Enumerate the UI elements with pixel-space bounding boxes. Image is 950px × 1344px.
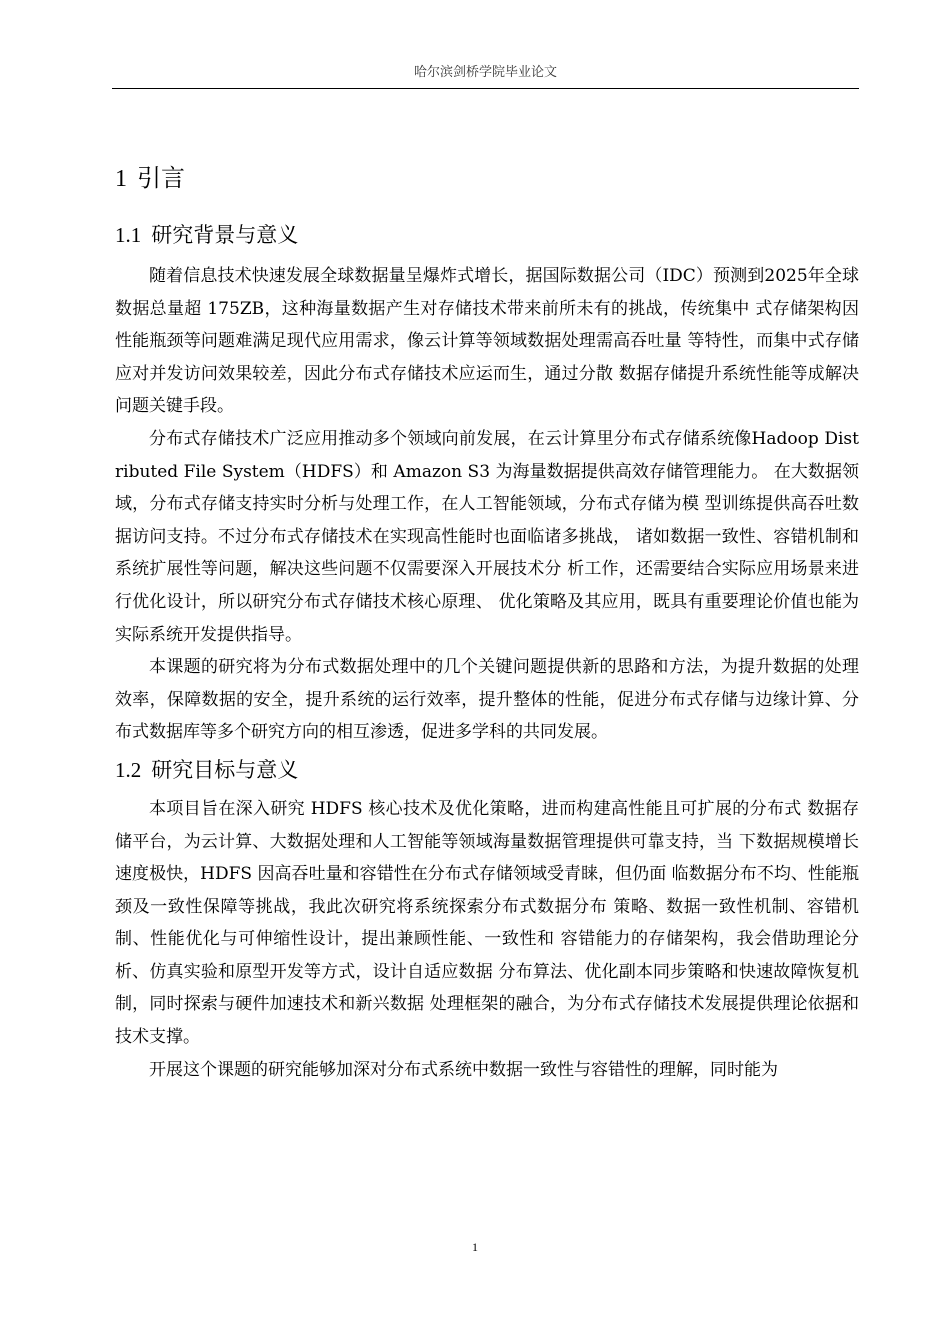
paragraph: 本课题的研究将为分布式数据处理中的几个关键问题提供新的思路和方法，为提升数据的处理效率，保障数据的安全，提升系统的运行效率，提升整体的性能，促进分布式存储与边缘计算、分布式数据库等多个研究方向的相互渗透，促进多学科的共同发展。 <box>115 657 859 743</box>
chapter-number: 1 <box>115 166 127 192</box>
section-number: 1.1 <box>115 223 142 247</box>
section-heading-1-2 <box>115 753 859 787</box>
page-number: 1 <box>472 1240 478 1254</box>
header-rule <box>112 88 859 89</box>
paragraph: 开展这个课题的研究能够加深对分布式系统中数据一致性与容错性的理解，同时能为 <box>149 1059 778 1080</box>
section-title: 研究目标与意义 <box>151 757 299 782</box>
page-content <box>115 160 859 1086</box>
chapter-title: 引言 <box>137 164 185 192</box>
section-heading-1-1 <box>115 218 859 252</box>
section-number: 1.2 <box>115 757 142 782</box>
paragraph: 随着信息技术快速发展全球数据量呈爆炸式增长，据国际数据公司（IDC）预测到2025年全球数据总量超 175ZB，这种海量数据产生对存储技术带来前所未有的挑战，传统集中 式存储架构因性能瓶颈等问题难满足现代应用需求，像云计算等领域数据处理需高吞吐量 等特性，而集中式存储应对并发访问效果较差，因此分布式存储技术应运而生，通过分散 数据存储提升系统性能等成解决问题关键手段。 <box>115 266 859 417</box>
section-title: 研究背景与意义 <box>151 223 299 247</box>
chapter-heading <box>115 160 859 196</box>
paragraph: 本项目旨在深入研究 HDFS 核心技术及优化策略，进而构建高性能且可扩展的分布式 数据存储平台，为云计算、大数据处理和人工智能等领域海量数据管理提供可靠支持，当 下数据规模增长速度极快，HDFS 因高吞吐量和容错性在分布式存储领域受青睐，但仍面 临数据分布不均、性能瓶颈及一致性保障等挑战，我此次研究将系统探索分布式数据分布 策略、数据一致性机制、容错机制、性能优化与可伸缩性设计，提出兼顾性能、一致性和 容错能力的存储架构，我会借助理论分析、仿真实验和原型开发等方式，设计自适应数据 分布算法、优化副本同步策略和快速故障恢复机制，同时探索与硬件加速技术和新兴数据 处理框架的融合，为分布式存储技术发展提供理论依据和技术支撑。 <box>115 798 859 1048</box>
running-header: 哈尔滨剑桥学院毕业论文 <box>413 65 557 80</box>
paragraph: 分布式存储技术广泛应用推动多个领域向前发展，在云计算里分布式存储系统像Hadoop Distributed File System（HDFS）和 Amazon S3 为海量数据提供高效存储管理能力。 在大数据领域，分布式存储支持实时分析与处理工作，在人工智能领域，分布式存储为模 型训练提供高吞吐数据访问支持。不过分布式存储技术在实现高性能时也面临诸多挑战， 诸如数据一致性、容错机制和系统扩展性等问题，解决这些问题不仅需要深入开展技术分 析工作，还需要结合实际应用场景来进行优化设计，所以研究分布式存储技术核心原理、 优化策略及其应用，既具有重要理论价值也能为实际系统开发提供指导。 <box>115 428 859 645</box>
